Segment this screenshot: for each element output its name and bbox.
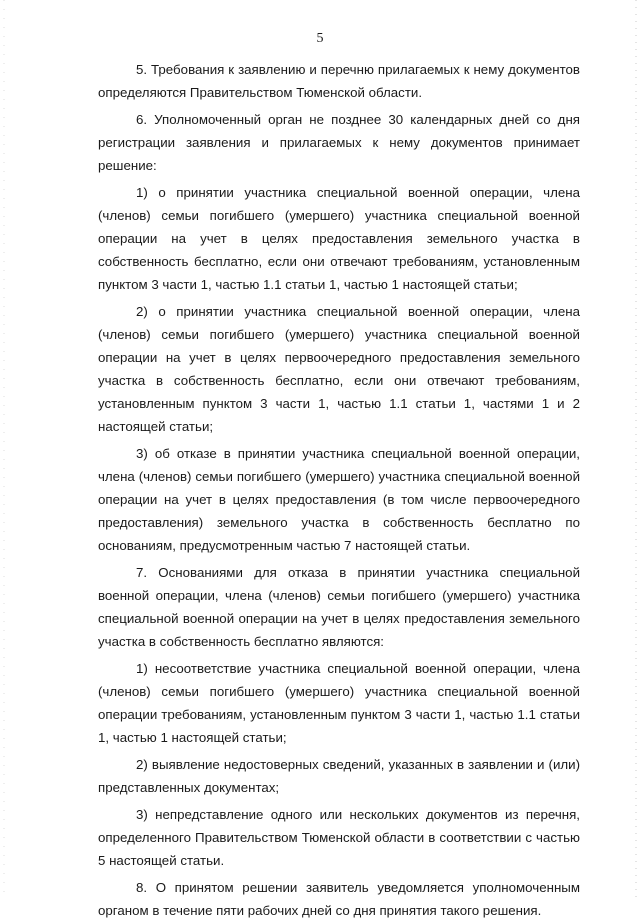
paragraph-6-item-2: 2) о принятии участника специальной военной операции, члена (членов) семьи погибшего (умершего) участника специальной военной операции на учет в целях первоочередного предоставления земельного участка в собственность бесплатно, если они отвечают требованиям, установленным пунктом 3 части 1, частью 1.1 статьи 1, частями 1 и 2 настоящей статьи; [98,304,580,434]
paragraph-7: 7. Основаниями для отказа в принятии участника специальной военной операции, члена (членов) семьи погибшего (умершего) участника специальной военной операции на учет в целях предоставления земельного участка в собственность бесплатно являются: [98,565,580,649]
paragraph-7-item-2: 2) выявление недостоверных сведений, указанных в заявлении и (или) представленных документах; [98,757,580,795]
scan-edge-left [3,0,5,899]
paragraph-5: 5. Требования к заявлению и перечню прилагаемых к нему документов определяются Правительством Тюменской области. [98,62,580,100]
paragraph-6-item-1: 1) о принятии участника специальной военной операции, члена (членов) семьи погибшего (умершего) участника специальной военной операции на учет в целях предоставления земельного участка в собственность бесплатно, если они отвечают требованиям, установленным пунктом 3 части 1, частью 1.1 статьи 1, частью 1 настоящей статьи; [98,185,580,292]
document-body [98,58,580,922]
paragraph-7-item-1: 1) несоответствие участника специальной военной операции, члена (членов) семьи погибшего (умершего) участника специальной военной операции требованиям, установленным пунктом 3 части 1, частью 1.1 статьи 1, частью 1 настоящей статьи; [98,661,580,745]
page-number: 5 [316,31,324,46]
paragraph-8: 8. О принятом решении заявитель уведомляется уполномоченным органом в течение пяти рабочих дней со дня принятия такого решения. [98,880,580,918]
paragraph-6: 6. Уполномоченный орган не позднее 30 календарных дней со дня регистрации заявления и прилагаемых к нему документов принимает решение: [98,112,580,173]
paragraph-7-item-3: 3) непредставление одного или нескольких документов из перечня, определенного Правительством Тюменской области в соответствии с частью 5 настоящей статьи. [98,807,580,868]
scan-edge-right [635,0,637,899]
paragraph-6-item-3: 3) об отказе в принятии участника специальной военной операции, члена (членов) семьи погибшего (умершего) участника специальной военной операции на учет в целях предоставления (в том числе первоочередного предоставления) земельного участка в собственность бесплатно по основаниям, предусмотренным частью 7 настоящей статьи. [98,446,580,553]
